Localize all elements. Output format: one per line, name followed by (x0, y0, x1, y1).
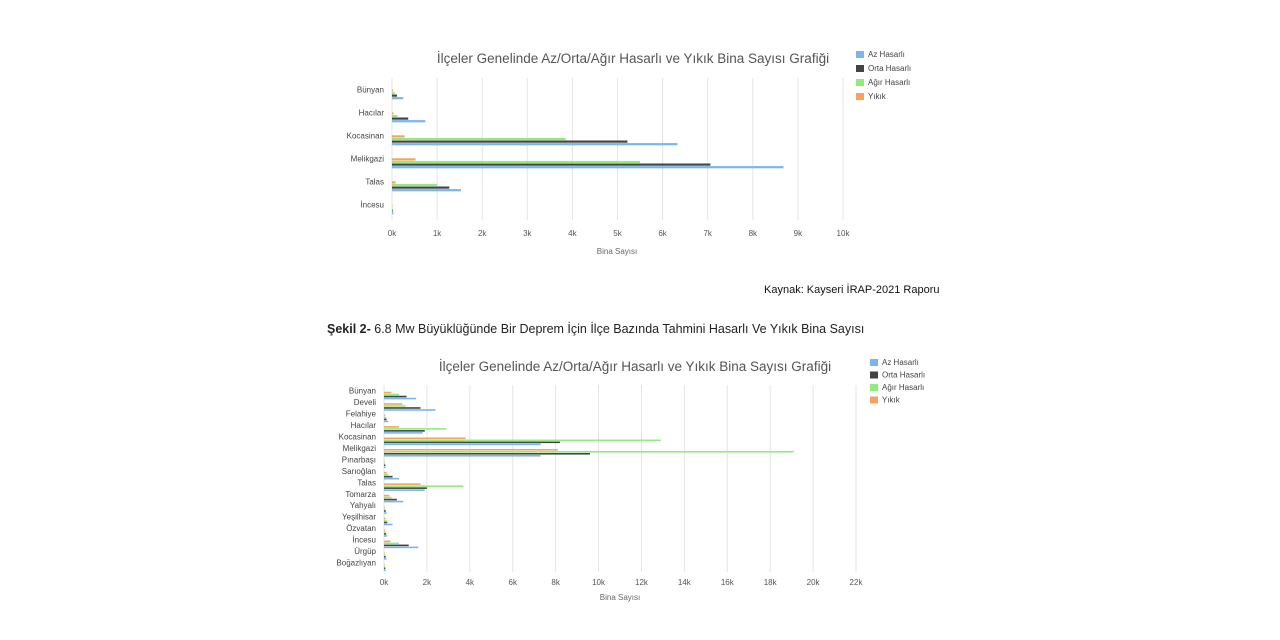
chart-1-category-labels (347, 86, 385, 210)
chart-1-bar-bunyan-orta-hasarli (392, 95, 397, 97)
chart-2-bar-bunyan-yikik (384, 392, 392, 394)
chart-2-bar-develi-agir-hasarli (384, 405, 405, 407)
chart-2-bars (384, 392, 794, 571)
chart-2-tick-label: 0k (379, 578, 389, 587)
chart-2-bar-bunyan-az-hasarli (384, 398, 416, 400)
chart-2-category-label-sarioglan: Sarıoğlan (341, 466, 376, 476)
chart-1-tick-label: 9k (793, 229, 803, 238)
figure-caption-text: 6.8 Mw Büyüklüğünde Bir Deprem İçin İlçe Bazında Tahmini Hasarlı Ve Yıkık Bina Sayısı (370, 322, 865, 336)
chart-1-bars (392, 89, 783, 214)
chart-2-bar-pinarbasi-az-hasarli (384, 466, 386, 468)
chart-2-bar-incesu-agir-hasarli (384, 543, 399, 545)
chart-1-tick-label: 10k (836, 229, 850, 238)
chart-2-bar-talas-orta-hasarli (384, 487, 427, 489)
chart-2-bar-melikgazi-yikik (384, 449, 558, 451)
chart-2-bar-hacilar-orta-hasarli (384, 430, 425, 432)
chart-1-tick-labels (388, 229, 851, 238)
chart-2-legend-label-agir-hasarli: Ağır Hasarlı (882, 383, 925, 392)
chart-2-bar-melikgazi-orta-hasarli (384, 453, 590, 455)
chart-2-tick-label: 20k (806, 578, 820, 587)
chart-2-legend (870, 358, 925, 405)
chart-1-tick-label: 7k (703, 229, 712, 238)
chart-2-bar-develi-yikik (384, 403, 402, 405)
chart-1-tick-label: 2k (477, 229, 487, 238)
chart-1-category-label-bunyan: Bünyan (356, 85, 384, 95)
chart-2-bar-tomarza-orta-hasarli (384, 499, 397, 501)
chart-1-category-label-incesu: İncesu (360, 200, 384, 210)
chart-2-legend-swatch-orta-hasarli (870, 372, 878, 379)
chart-1-bar-hacilar-agir-hasarli (392, 115, 397, 117)
chart-2-tick-label: 16k (720, 578, 734, 587)
chart-2-bar-hacilar-az-hasarli (384, 432, 423, 434)
chart-2-bar-melikgazi-agir-hasarli (384, 451, 794, 453)
chart-2-legend-label-yikik: Yıkık (882, 395, 900, 405)
chart-2-bar-ozvatan-agir-hasarli (384, 531, 386, 533)
chart-1-legend-swatch-agir-hasarli (856, 79, 864, 86)
chart-2-category-labels (336, 387, 376, 568)
chart-1-title: İlçeler Genelinde Az/Orta/Ağır Hasarlı ve Yıkık Bina Sayısı Grafiği (436, 51, 830, 66)
chart-2-bar-yesilhisar-agir-hasarli (384, 520, 387, 522)
chart-1-tick-label: 6k (658, 229, 667, 238)
chart-1-legend-swatch-yikik (856, 93, 864, 100)
chart-2-bar-pinarbasi-agir-hasarli (384, 462, 385, 464)
chart-2-bar-kocasinan-az-hasarli (384, 444, 541, 446)
chart-2-bar-bunyan-orta-hasarli (384, 396, 407, 398)
chart-2-tick-labels (380, 578, 864, 587)
chart-2-bar-ozvatan-orta-hasarli (384, 533, 386, 535)
chart-1-legend-label-az-hasarli: Az Hasarlı (868, 50, 905, 59)
chart-2-category-label-urgup: Ürgüp (354, 547, 376, 557)
chart-1-tick-label: 3k (523, 229, 532, 238)
chart-2-bar-melikgazi-az-hasarli (384, 455, 541, 457)
chart-2-bar-yesilhisar-yikik (384, 518, 385, 520)
chart-2-bar-sarioglan-yikik (384, 472, 387, 474)
chart-2-bar-sarioglan-agir-hasarli (384, 474, 388, 476)
chart-2-bar-ozvatan-yikik (384, 529, 385, 531)
chart-2-bar-kocasinan-agir-hasarli (384, 440, 661, 442)
chart-2-bar-talas-agir-hasarli (384, 485, 463, 487)
chart-1-bar-talas-orta-hasarli (392, 187, 449, 189)
chart-2-bar-hacilar-yikik (384, 426, 399, 428)
chart-1-tick-label: 5k (613, 229, 622, 238)
chart-1-legend (856, 50, 911, 101)
chart-1-bar-hacilar-yikik (392, 112, 393, 114)
chart-2-bar-pinarbasi-orta-hasarli (384, 464, 385, 466)
chart-2-bar-urgup-agir-hasarli (384, 554, 385, 556)
chart-1-bar-melikgazi-agir-hasarli (392, 161, 640, 163)
chart-2-bar-incesu-orta-hasarli (384, 545, 409, 547)
figure-caption-label: Şekil 2- (327, 322, 371, 336)
chart-2-grid (384, 385, 856, 572)
chart-2 (0, 350, 1280, 640)
chart-2-tick-label: 6k (508, 578, 517, 587)
chart-2-bar-tomarza-yikik (384, 495, 389, 497)
chart-1-category-label-kocasinan: Kocasinan (346, 131, 384, 141)
chart-2-bar-tomarza-agir-hasarli (384, 497, 392, 499)
chart-2-legend-swatch-yikik (870, 397, 878, 404)
chart-2-category-label-yesilhisar: Yeşilhisar (342, 512, 376, 522)
chart-2-bar-bunyan-agir-hasarli (384, 394, 399, 396)
chart-1-tick-label: 4k (568, 229, 577, 238)
chart-1-bar-melikgazi-orta-hasarli (392, 164, 710, 166)
chart-1-x-axis-title: Bina Sayısı (596, 247, 638, 256)
chart-2-legend-label-orta-hasarli: Orta Hasarlı (882, 370, 926, 380)
chart-1-grid (392, 78, 843, 220)
chart-1-legend-label-yikik: Yıkık (868, 92, 886, 101)
chart-2-tick-label: 12k (635, 578, 648, 587)
chart-1-bar-incesu-yikik (392, 204, 393, 206)
chart-2-bar-sarioglan-az-hasarli (384, 478, 399, 480)
chart-2-title: İlçeler Genelinde Az/Orta/Ağır Hasarlı ve Yıkık Bina Sayısı Grafiği (438, 359, 832, 374)
chart-2-bar-develi-orta-hasarli (384, 407, 420, 409)
source-note: Kaynak: Kayseri İRAP-2021 Raporu (764, 284, 940, 296)
chart-1-bar-bunyan-az-hasarli (392, 97, 403, 99)
chart-1-tick-label: 0k (387, 229, 397, 238)
chart-2-category-label-kocasinan: Kocasinan (338, 432, 376, 442)
chart-2-legend-label-az-hasarli: Az Hasarlı (882, 358, 919, 367)
chart-2-bar-bogazliyan-agir-hasarli (384, 565, 385, 567)
chart-2-bar-sarioglan-orta-hasarli (384, 476, 393, 478)
chart-2-tick-label: 2k (422, 578, 432, 587)
chart-1-bar-talas-az-hasarli (392, 189, 461, 191)
chart-2-bar-felahiye-orta-hasarli (384, 419, 387, 421)
chart-1-bar-hacilar-orta-hasarli (392, 118, 408, 120)
chart-1-category-label-melikgazi: Melikgazi (350, 154, 384, 164)
chart-2-bar-felahiye-yikik (384, 415, 385, 417)
chart-1-tick-label: 8k (748, 229, 758, 238)
chart-1-bar-bunyan-yikik (392, 89, 393, 91)
chart-2-tick-label: 22k (849, 578, 863, 587)
chart-2-category-label-yahyali: Yahyalı (349, 501, 376, 511)
chart-1-bar-incesu-az-hasarli (392, 212, 393, 214)
chart-1-bar-incesu-orta-hasarli (392, 210, 393, 212)
chart-2-bar-kocasinan-yikik (384, 438, 466, 440)
chart-2-bar-yahyali-orta-hasarli (384, 510, 386, 512)
chart-1-bar-melikgazi-yikik (392, 158, 415, 160)
chart-2-bar-pinarbasi-yikik (384, 460, 385, 462)
chart-1-legend-label-orta-hasarli: Orta Hasarlı (868, 64, 912, 73)
chart-2-bar-felahiye-agir-hasarli (384, 417, 386, 419)
chart-2-x-axis-title: Bina Sayısı (599, 593, 641, 602)
chart-2-bar-yahyali-yikik (384, 506, 385, 508)
chart-1 (0, 0, 1280, 270)
chart-2-bar-urgup-az-hasarli (384, 558, 387, 560)
chart-2-bar-ozvatan-az-hasarli (384, 535, 387, 537)
chart-2-category-label-talas: Talas (357, 478, 376, 488)
chart-2-category-label-ozvatan: Özvatan (346, 524, 376, 534)
chart-2-category-label-bogazliyan: Boğazlıyan (336, 558, 376, 568)
chart-1-category-label-hacilar: Hacılar (358, 108, 384, 118)
chart-1-tick-label: 1k (432, 229, 442, 238)
chart-1-bar-incesu-agir-hasarli (392, 207, 393, 209)
chart-1-bar-kocasinan-orta-hasarli (392, 141, 627, 143)
chart-2-bar-bogazliyan-az-hasarli (384, 569, 386, 571)
chart-1-legend-label-agir-hasarli: Ağır Hasarlı (868, 78, 911, 87)
chart-1-bar-kocasinan-yikik (392, 135, 405, 137)
chart-2-bar-talas-az-hasarli (384, 489, 425, 491)
chart-2-bar-yahyali-az-hasarli (384, 512, 387, 514)
chart-2-category-label-incesu: İncesu (352, 535, 376, 545)
chart-2-category-label-develi: Develi (353, 398, 376, 408)
figure-caption (327, 322, 864, 336)
chart-2-legend-swatch-az-hasarli (870, 359, 878, 366)
chart-2-tick-label: 18k (763, 578, 777, 587)
chart-1-bar-bunyan-agir-hasarli (392, 92, 395, 94)
chart-1-bar-kocasinan-agir-hasarli (392, 138, 566, 140)
chart-2-bar-develi-az-hasarli (384, 409, 435, 411)
chart-2-category-label-pinarbasi: Pınarbaşı (341, 455, 376, 465)
chart-2-category-label-hacilar: Hacılar (350, 421, 376, 431)
chart-2-bar-bogazliyan-orta-hasarli (384, 567, 385, 569)
chart-1-legend-swatch-orta-hasarli (856, 65, 864, 72)
chart-2-bar-urgup-yikik (384, 552, 385, 554)
chart-2-tick-label: 10k (592, 578, 605, 587)
chart-1-bar-talas-agir-hasarli (392, 184, 437, 186)
chart-1-category-label-talas: Talas (365, 177, 384, 187)
chart-2-category-label-tomarza: Tomarza (345, 489, 376, 499)
chart-2-tick-label: 8k (551, 578, 560, 587)
chart-1-bar-melikgazi-az-hasarli (392, 166, 783, 168)
chart-2-bar-talas-yikik (384, 483, 420, 485)
chart-2-bar-yahyali-agir-hasarli (384, 508, 385, 510)
chart-2-bar-hacilar-agir-hasarli (384, 428, 446, 430)
chart-1-legend-swatch-az-hasarli (856, 51, 864, 58)
chart-2-category-label-bunyan: Bünyan (348, 386, 376, 396)
chart-2-bar-felahiye-az-hasarli (384, 421, 388, 423)
chart-2-bar-tomarza-az-hasarli (384, 501, 403, 503)
chart-2-bar-yesilhisar-az-hasarli (384, 524, 393, 526)
chart-2-bar-urgup-orta-hasarli (384, 556, 386, 558)
chart-2-category-label-felahiye: Felahiye (345, 409, 376, 419)
chart-1-bar-talas-yikik (392, 181, 396, 183)
chart-2-tick-label: 4k (465, 578, 475, 587)
chart-1-bar-hacilar-az-hasarli (392, 120, 425, 122)
chart-2-tick-label: 14k (677, 578, 691, 587)
chart-2-legend-swatch-agir-hasarli (870, 384, 878, 391)
chart-2-bar-incesu-az-hasarli (384, 547, 418, 549)
chart-2-bar-yesilhisar-orta-hasarli (384, 522, 387, 524)
chart-2-bar-kocasinan-orta-hasarli (384, 442, 560, 444)
chart-2-category-label-melikgazi: Melikgazi (342, 443, 376, 453)
chart-1-bar-kocasinan-az-hasarli (392, 143, 677, 145)
chart-2-bar-incesu-yikik (384, 541, 390, 543)
chart-2-bar-bogazliyan-yikik (384, 563, 385, 565)
